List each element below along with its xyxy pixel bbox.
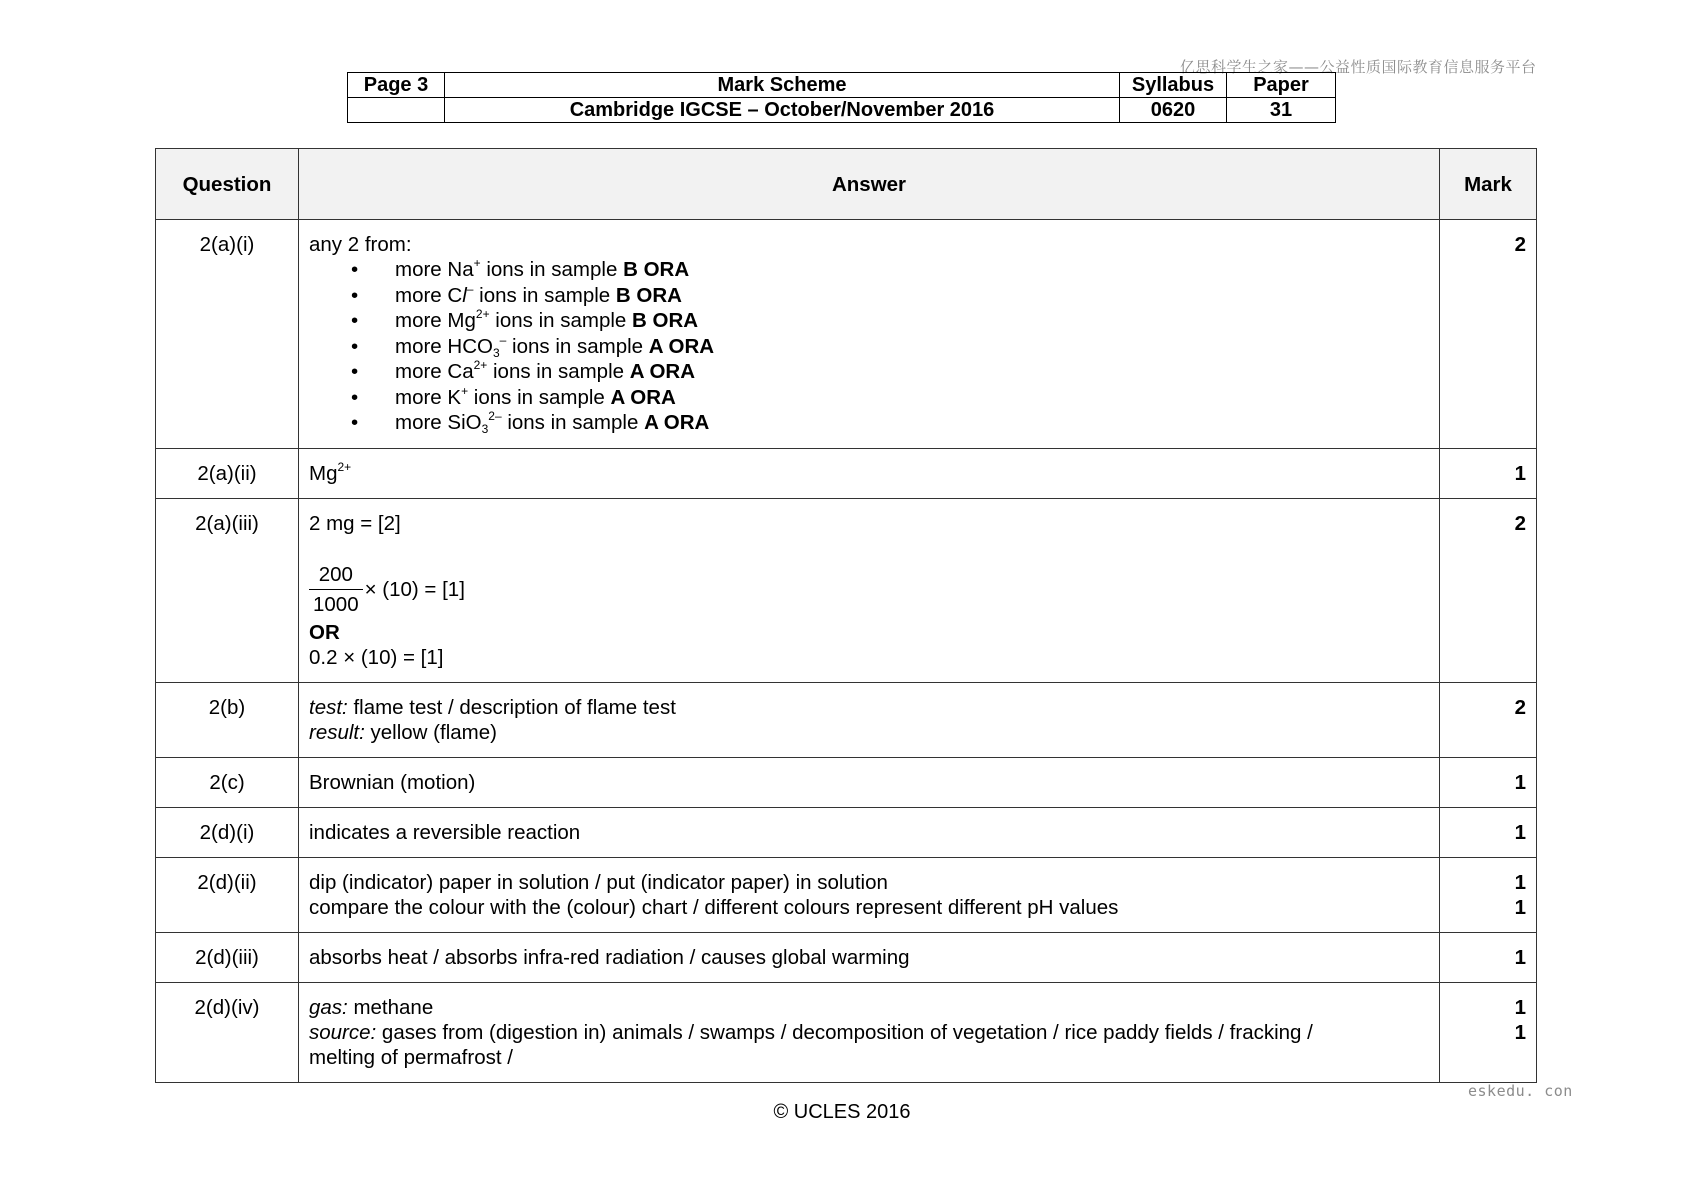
answer-cell: $Mg^{2+}$ bbox=[299, 448, 1440, 498]
question-number: 2(d)(iii) bbox=[156, 932, 299, 982]
answer-cell bbox=[299, 220, 1440, 449]
mark-scheme-table bbox=[155, 148, 1537, 1083]
paper-number: 31 bbox=[1227, 98, 1336, 123]
fraction: $\frac{200}{1000}$ bbox=[309, 561, 363, 620]
mark-value: 2 bbox=[1440, 498, 1537, 682]
answer-intro: any 2 from: bbox=[309, 233, 412, 256]
mark-value: 1 bbox=[1440, 757, 1537, 807]
watermark-bottom: eskedu. con bbox=[1468, 1082, 1573, 1100]
answer-cell: 2 mg = [2] $\frac{200}{1000}$ × (10) = [1] OR 0.2 × (10) = [1] bbox=[299, 498, 1440, 682]
bullet-icon: • bbox=[351, 360, 359, 383]
bullet-icon: • bbox=[351, 283, 359, 307]
table-row bbox=[156, 448, 1537, 498]
mark-value: 2 bbox=[1440, 220, 1537, 449]
paper-label: Paper bbox=[1227, 73, 1336, 98]
question-number: 2(a)(ii) bbox=[156, 448, 299, 498]
syllabus-label: Syllabus bbox=[1120, 73, 1227, 98]
answer-bullets bbox=[309, 257, 1429, 436]
list-item: • more $Ca^{2+}$ ions in sample A ORA bbox=[351, 358, 696, 383]
page-number: Page 3 bbox=[348, 73, 445, 98]
mark-value: 1 bbox=[1440, 932, 1537, 982]
column-question: Question bbox=[156, 149, 299, 220]
header-table bbox=[347, 72, 1336, 123]
table-header-row bbox=[156, 149, 1537, 220]
table-row bbox=[156, 857, 1537, 932]
document-title: Mark Scheme bbox=[445, 73, 1120, 98]
table-row bbox=[156, 682, 1537, 757]
list-item: • more Na+ ions in sample B ORA bbox=[351, 256, 690, 281]
table-row bbox=[156, 982, 1537, 1082]
question-number: 2(a)(iii) bbox=[156, 498, 299, 682]
bullet-icon: • bbox=[351, 309, 359, 332]
table-row bbox=[156, 498, 1537, 682]
answer-cell: dip (indicator) paper in solution / put (indicator paper) in solution compare the colour with the (colour) chart / different colours represent different pH values bbox=[299, 857, 1440, 932]
table-row bbox=[156, 220, 1537, 449]
mark-value: 1 bbox=[1440, 807, 1537, 857]
document-subtitle: Cambridge IGCSE – October/November 2016 bbox=[445, 98, 1120, 123]
answer-cell: gas: methane source: gases from (digestion in) animals / swamps / decomposition of vegetation / rice paddy fields / fracking / melting of permafrost / bbox=[299, 982, 1440, 1082]
list-item: • more $Mg^{2+}$ ions in sample B ORA bbox=[351, 307, 699, 332]
table-row bbox=[156, 757, 1537, 807]
answer-cell: absorbs heat / absorbs infra-red radiation / causes global warming bbox=[299, 932, 1440, 982]
column-answer: Answer bbox=[299, 149, 1440, 220]
question-number: 2(c) bbox=[156, 757, 299, 807]
list-item: • more $HCO_3^-$ ions in sample A ORA bbox=[351, 332, 715, 360]
mark-value: 1 1 bbox=[1440, 982, 1537, 1082]
mark-value: 2 bbox=[1440, 682, 1537, 757]
watermark-top: 亿思科学生之家——公益性质国际教育信息服务平台 bbox=[1180, 58, 1537, 76]
syllabus-code: 0620 bbox=[1120, 98, 1227, 123]
question-number: 2(d)(i) bbox=[156, 807, 299, 857]
empty-cell bbox=[348, 98, 445, 123]
bullet-icon: • bbox=[351, 385, 359, 409]
list-item: • more SiO$_3^{2-}$ ions in sample A ORA bbox=[351, 409, 710, 436]
copyright-footer: © UCLES 2016 bbox=[773, 1101, 911, 1123]
question-number: 2(b) bbox=[156, 682, 299, 757]
mark-value: 1 bbox=[1440, 448, 1537, 498]
bullet-icon: • bbox=[351, 411, 359, 434]
bullet-icon: • bbox=[351, 334, 359, 358]
fraction-expression: $\frac{200}{1000}$ × (10) = [1] bbox=[309, 561, 1429, 620]
question-number: 2(a)(i) bbox=[156, 220, 299, 449]
answer-cell: indicates a reversible reaction bbox=[299, 807, 1440, 857]
answer-cell: Brownian (motion) bbox=[299, 757, 1440, 807]
question-number: 2(d)(iv) bbox=[156, 982, 299, 1082]
column-mark: Mark bbox=[1440, 149, 1537, 220]
table-row bbox=[156, 932, 1537, 982]
bullet-icon: • bbox=[351, 258, 359, 281]
table-row bbox=[156, 807, 1537, 857]
list-item: • more K+ ions in sample A ORA bbox=[351, 383, 676, 409]
list-item: • more Cl– ions in sample B ORA bbox=[351, 281, 682, 307]
answer-cell: test: flame test / description of flame test result: yellow (flame) bbox=[299, 682, 1440, 757]
mark-value: 1 1 bbox=[1440, 857, 1537, 932]
question-number: 2(d)(ii) bbox=[156, 857, 299, 932]
